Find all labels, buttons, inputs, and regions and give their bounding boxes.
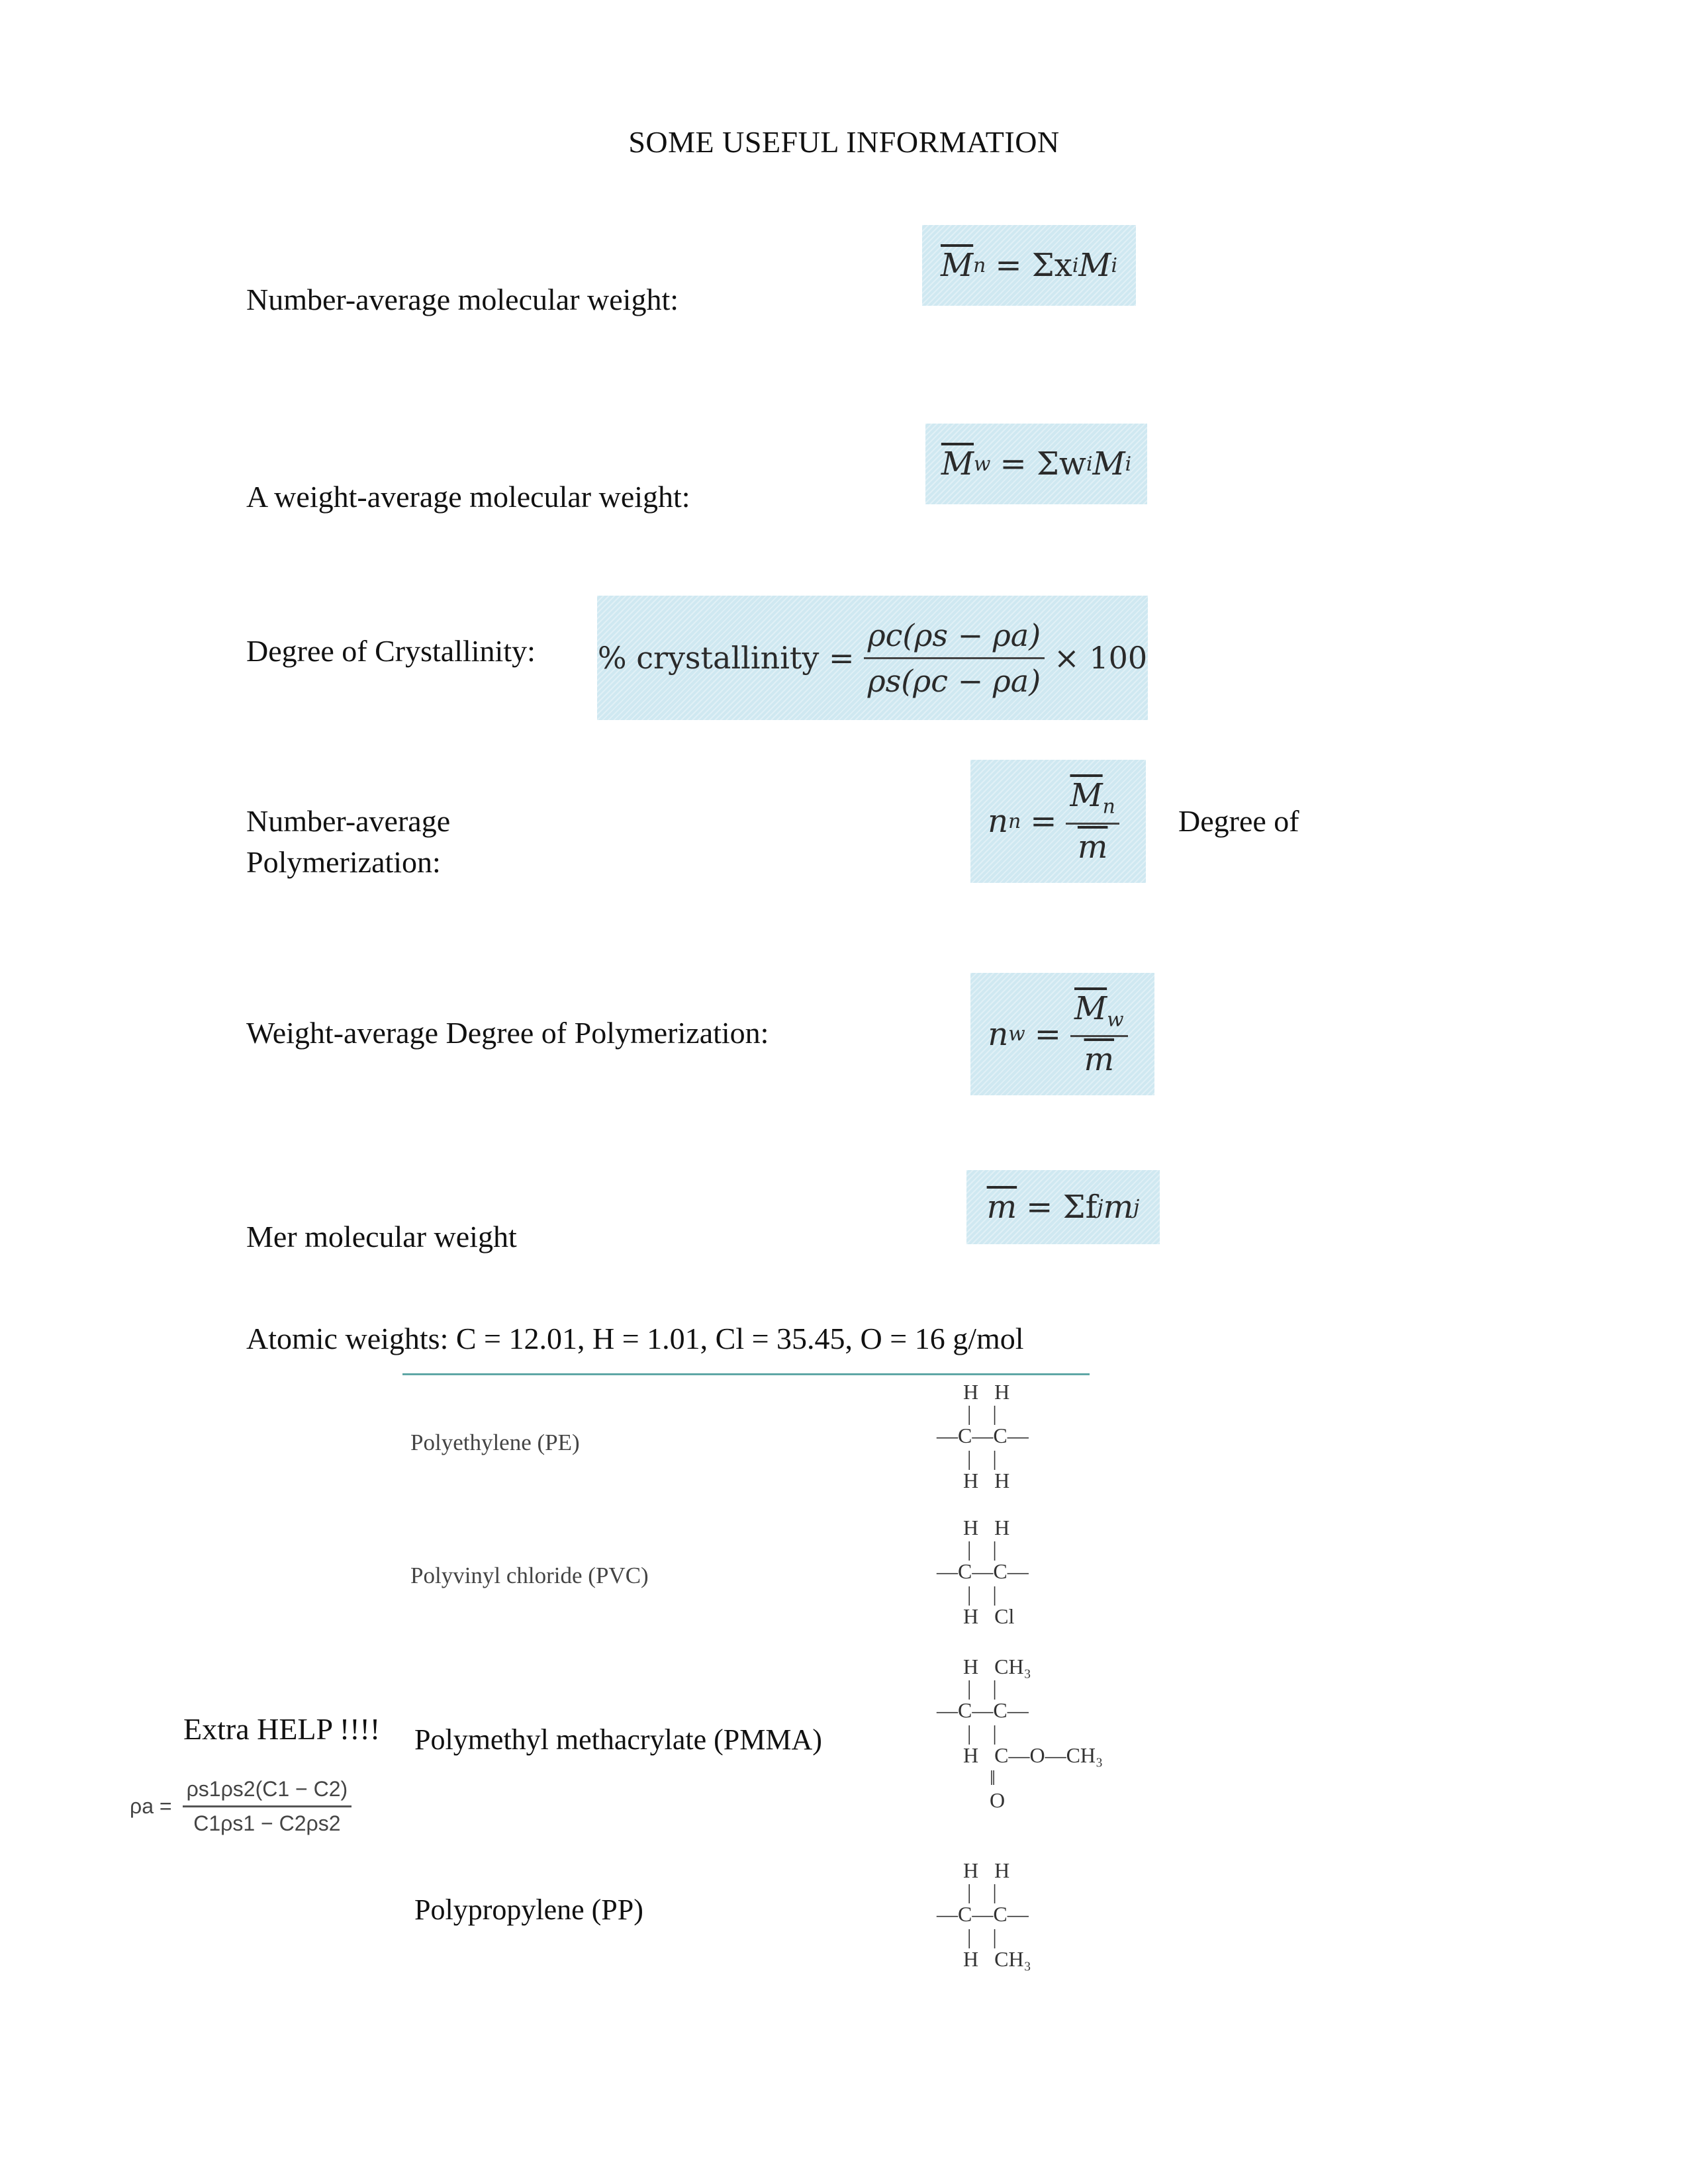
structure-pp-row: | | bbox=[967, 1880, 997, 1903]
formula-mw-rhs-m: M bbox=[1092, 445, 1125, 482]
formula-nw-fraction bbox=[1070, 990, 1128, 1079]
structure-pe-row: | | bbox=[967, 1401, 997, 1425]
structure-pmma-row: —C—C— bbox=[937, 1698, 1029, 1722]
num-avg-poly-right-label: Degree of bbox=[1178, 804, 1299, 838]
extra-help-numerator: ρs1ρs2(C1 − C2) bbox=[183, 1777, 352, 1807]
weight-avg-mw-formula bbox=[925, 424, 1147, 504]
structure-pp-row: | | bbox=[967, 1925, 997, 1948]
extra-help-formula bbox=[130, 1777, 361, 1836]
polymer-name-pp: Polypropylene (PP) bbox=[414, 1893, 643, 1926]
crystallinity-formula bbox=[597, 596, 1148, 720]
formula-mn-rhs-mi: i bbox=[1111, 253, 1117, 277]
formula-nn-lhs: n bbox=[988, 803, 1009, 840]
formula-mn-rhs-i: i bbox=[1072, 253, 1079, 277]
structure-pp-row: H H bbox=[963, 1858, 1010, 1882]
formula-mer-j: j bbox=[1097, 1195, 1103, 1219]
formula-nn-sub: n bbox=[1008, 809, 1021, 833]
crystallinity-denominator: ρs(ρc − ρa) bbox=[867, 662, 1041, 699]
formula-mer-mj: j bbox=[1133, 1195, 1140, 1219]
number-avg-mw-formula bbox=[922, 225, 1136, 306]
formula-nw-sub: w bbox=[1008, 1023, 1025, 1046]
formula-nw-den: m bbox=[1084, 1041, 1115, 1079]
weight-avg-poly-label: Weight-average Degree of Polymerization: bbox=[246, 1016, 769, 1050]
structure-pmma-row: H C—O—CH₃ bbox=[963, 1743, 1103, 1767]
formula-mw-rhs-mi: i bbox=[1125, 452, 1132, 476]
crystallinity-fraction bbox=[864, 617, 1045, 699]
formula-mw-lhs: $\overline{M}$ bbox=[941, 445, 974, 482]
formula-mn-rhs: = Σx bbox=[995, 247, 1072, 284]
crystallinity-suffix: × 100 bbox=[1054, 640, 1148, 676]
table-top-rule bbox=[402, 1373, 1090, 1375]
extra-help-label: Extra HELP !!!! bbox=[183, 1712, 381, 1746]
crystallinity-numerator: ρc(ρs − ρa) bbox=[864, 617, 1045, 659]
formula-mw-sub: w bbox=[974, 452, 991, 476]
page-title: SOME USEFUL INFORMATION bbox=[628, 125, 1060, 159]
formula-mw-rhs: = Σw bbox=[1000, 445, 1086, 482]
formula-nn-num-sub: n bbox=[1102, 795, 1115, 819]
structure-pe bbox=[937, 1380, 1109, 1499]
structure-pvc-row: | | bbox=[967, 1582, 997, 1606]
atomic-weights: Atomic weights: C = 12.01, H = 1.01, Cl = 35.45, O = 16 g/mol bbox=[246, 1322, 1024, 1355]
formula-mer-lhs: $\overline{m}$ bbox=[986, 1189, 1017, 1226]
formula-mn-sub: n bbox=[973, 253, 986, 277]
formula-nn-eq: = bbox=[1030, 803, 1057, 840]
num-avg-poly-label-1: Number-average bbox=[246, 804, 451, 838]
structure-pvc-row: —C—C— bbox=[937, 1559, 1029, 1583]
structure-pp-row: —C—C— bbox=[937, 1902, 1029, 1926]
extra-help-denominator: C1ρs1 − C2ρs2 bbox=[193, 1811, 341, 1835]
structure-pvc-row: H H bbox=[963, 1516, 1010, 1539]
formula-nn-den: m bbox=[1077, 828, 1108, 866]
formula-nw-lhs: n bbox=[988, 1015, 1009, 1053]
formula-nw-num: $\overline{M}$ bbox=[1074, 989, 1107, 1027]
formula-mw-rhs-i: i bbox=[1086, 452, 1093, 476]
extra-help-fraction bbox=[183, 1777, 352, 1836]
num-avg-poly-formula bbox=[970, 760, 1146, 883]
mer-mw-formula bbox=[966, 1170, 1160, 1244]
formula-mer-m: m bbox=[1103, 1189, 1134, 1226]
formula-nw-eq: = bbox=[1034, 1015, 1061, 1053]
structure-pmma-row: H CH₃ bbox=[963, 1655, 1031, 1678]
weight-avg-mw-label: A weight-average molecular weight: bbox=[246, 480, 690, 514]
formula-mn-lhs: $\overline{M}$ bbox=[941, 247, 974, 284]
structure-pmma-row: | | bbox=[967, 1721, 997, 1745]
crystallinity-prefix: % crystallinity = bbox=[597, 640, 855, 676]
num-avg-poly-label-2: Polymerization: bbox=[246, 845, 441, 879]
formula-nn-fraction bbox=[1066, 777, 1119, 866]
weight-avg-poly-formula bbox=[970, 973, 1154, 1095]
polymer-name-pvc: Polyvinyl chloride (PVC) bbox=[410, 1563, 649, 1588]
number-avg-mw-label: Number-average molecular weight: bbox=[246, 283, 679, 316]
structure-pp-row: H CH₃ bbox=[963, 1947, 1031, 1971]
structure-pmma-row: | | bbox=[967, 1676, 997, 1700]
polymer-name-pe: Polyethylene (PE) bbox=[410, 1430, 580, 1455]
structure-pe-row: H H bbox=[963, 1380, 1010, 1404]
structure-pvc-row: | | bbox=[967, 1537, 997, 1561]
structure-pe-row: —C—C— bbox=[937, 1424, 1029, 1447]
structure-pvc-row: H Cl bbox=[963, 1604, 1015, 1628]
formula-nw-num-sub: w bbox=[1107, 1008, 1124, 1032]
formula-mer-rhs: = Σf bbox=[1026, 1189, 1098, 1226]
structure-pmma bbox=[937, 1655, 1175, 1827]
mer-mw-label: Mer molecular weight bbox=[246, 1220, 517, 1253]
extra-help-lhs: ρa = bbox=[130, 1794, 172, 1818]
polymer-name-pmma: Polymethyl methacrylate (PMMA) bbox=[414, 1723, 822, 1756]
structure-pp bbox=[937, 1858, 1109, 1978]
structure-pe-row: H H bbox=[963, 1469, 1010, 1492]
structure-pmma-row: ‖ bbox=[963, 1766, 996, 1790]
structure-pe-row: | | bbox=[967, 1446, 997, 1470]
structure-pmma-row: O bbox=[963, 1788, 1006, 1812]
crystallinity-label: Degree of Crystallinity: bbox=[246, 634, 536, 668]
structure-pvc bbox=[937, 1516, 1109, 1635]
formula-nn-num: $\overline{M}$ bbox=[1070, 777, 1103, 815]
formula-mn-rhs-m: M bbox=[1078, 247, 1111, 284]
